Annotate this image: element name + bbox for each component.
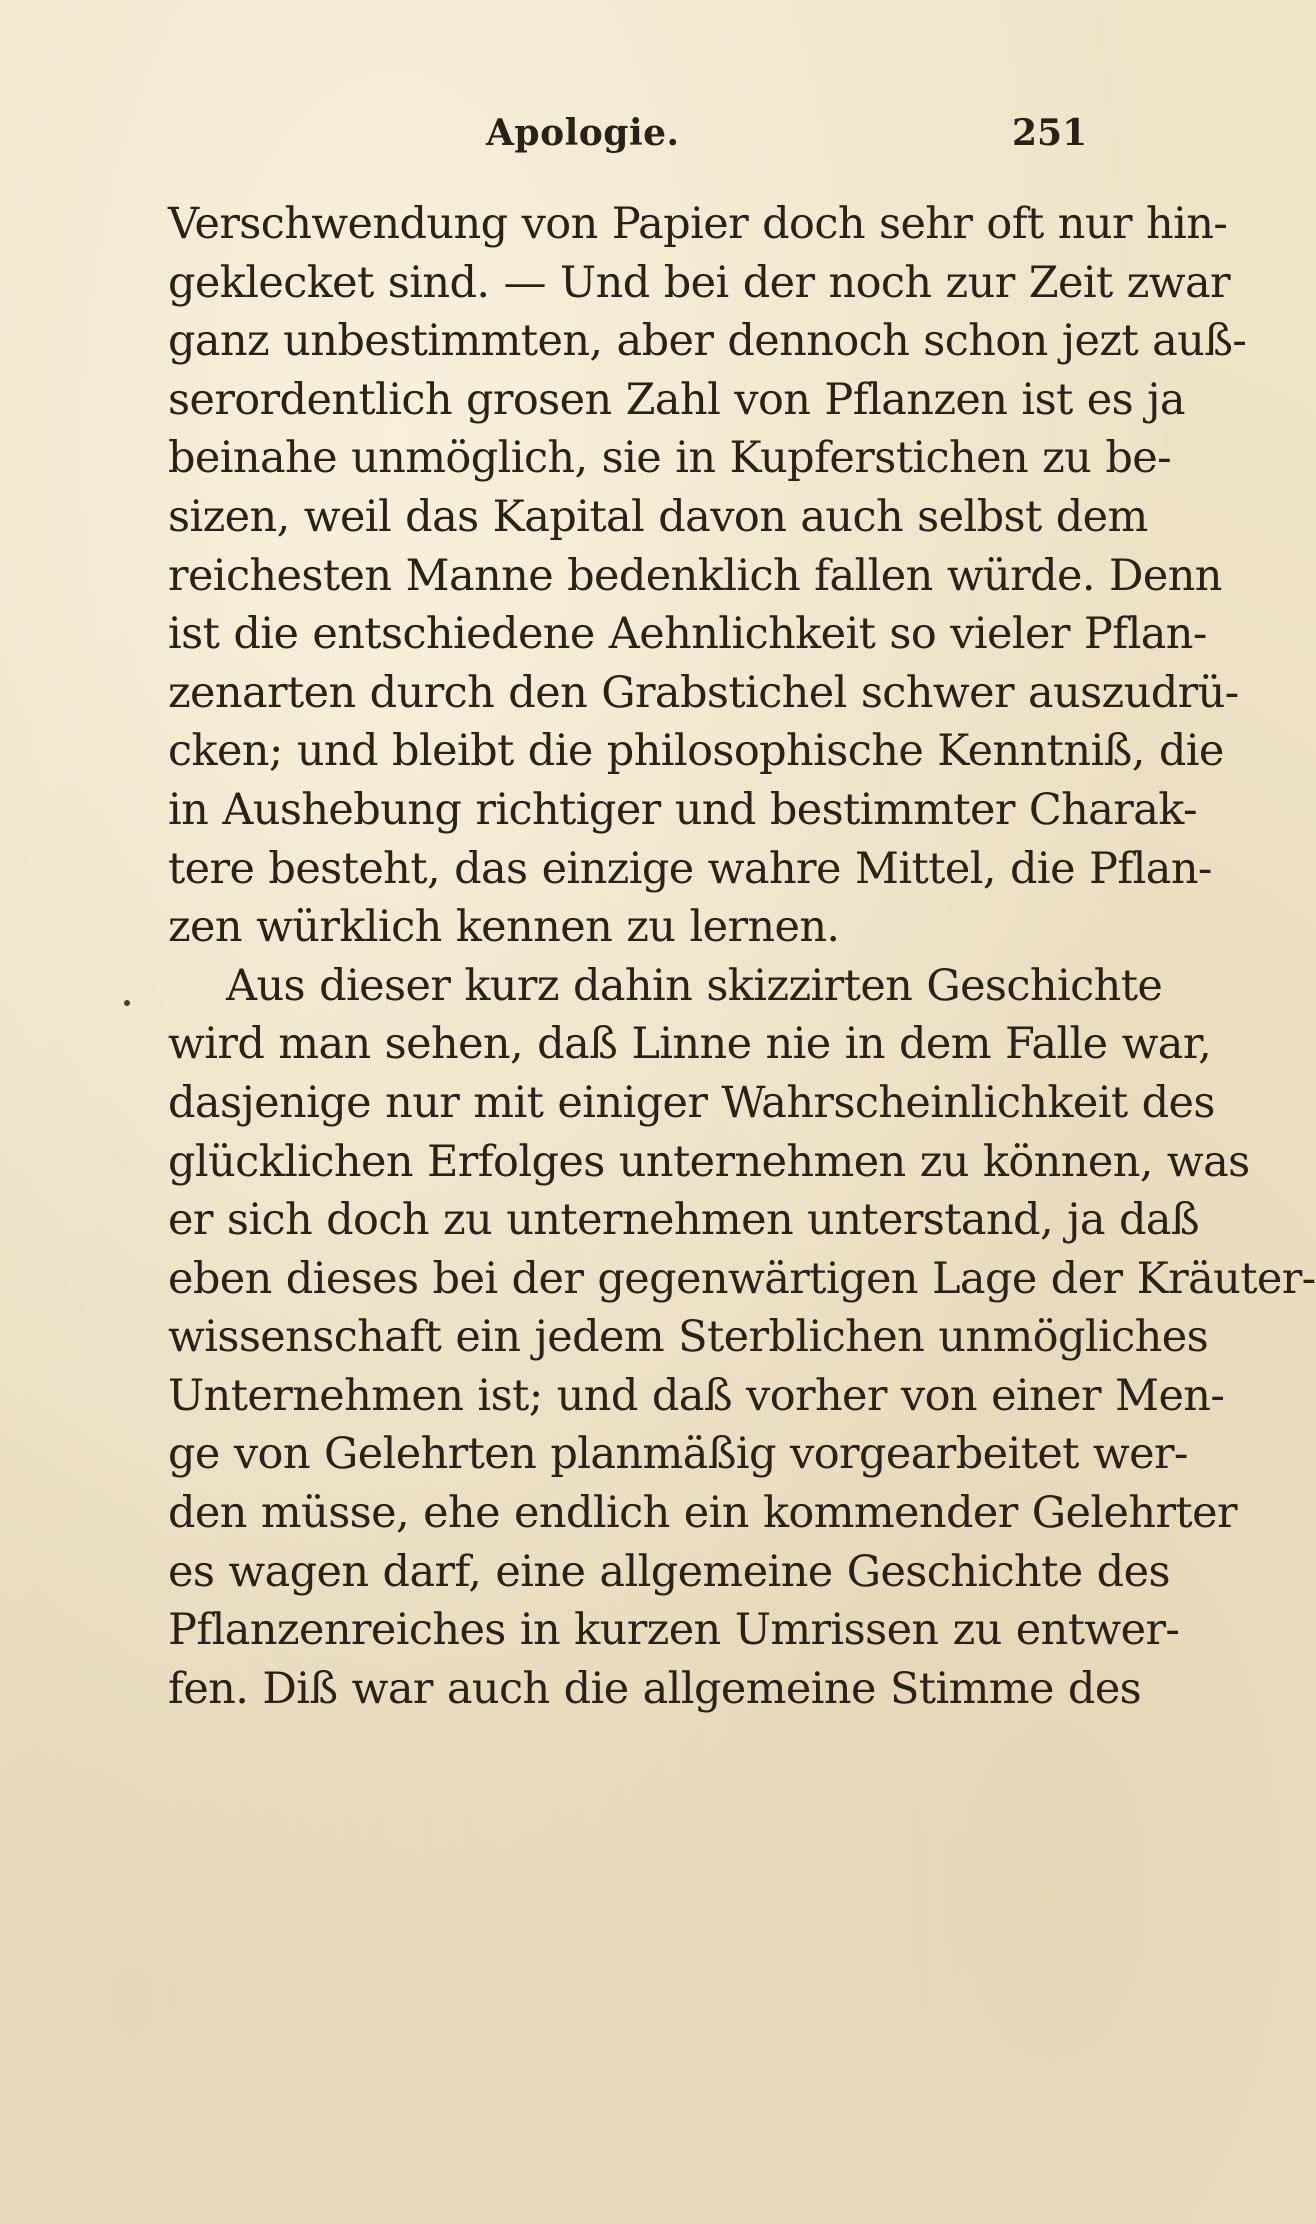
paragraph-1 [168,195,1247,957]
text-line: dasjenige nur mit einiger Wahrscheinlichkeit des [168,1077,1215,1128]
text-line: beinahe unmöglich, sie in Kupferstichen zu be- [168,433,1172,484]
text-line: er sich doch zu unternehmen unterstand, ja daß [168,1195,1200,1246]
page-header [0,112,1133,172]
text-line: cken; und bleibt die philosophische Kenntniß, die [168,726,1224,777]
text-line: glücklichen Erfolges unternehmen zu können, was [168,1136,1250,1187]
text-line: Aus dieser kurz dahin skizzirten Geschichte [226,960,1163,1011]
text-line: ganz unbestimmten, aber dennoch schon jezt auß- [168,316,1247,367]
text-line: Unternehmen ist; und daß vorher von einer Men- [168,1370,1225,1421]
body-text [168,195,1316,1718]
text-line: es wagen darf, eine allgemeine Geschichte des [168,1546,1170,1597]
text-line: Verschwendung von Papier doch sehr oft nur hin- [168,199,1228,249]
text-line: eben dieses bei der gegenwärtigen Lage der Kräuter- [168,1253,1316,1304]
text-line: serordentlich grosen Zahl von Pflanzen ist es ja [168,374,1185,425]
text-line: ist die entschiedene Aehnlichkeit so vieler Pflan- [168,609,1207,660]
text-line: fen. Diß war auch die allgemeine Stimme des [168,1663,1142,1714]
text-line: ge von Gelehrten planmäßig vorgearbeitet wer- [168,1429,1188,1480]
text-line: tere besteht, das einzige wahre Mittel, die Pflan- [168,843,1212,894]
text-line: Pflanzenreiches in kurzen Umrissen zu entwer- [168,1605,1180,1656]
paragraph-2 [168,957,1316,1719]
text-line: geklecket sind. — Und bei der noch zur Zeit zwar [168,257,1231,308]
text-line: in Aushebung richtiger und bestimmter Charak- [168,784,1197,835]
margin-dot [124,1000,130,1006]
page-number: 251 [1012,112,1088,154]
text-line: wird man sehen, daß Linne nie in dem Falle war, [168,1019,1212,1070]
text-line: zenarten durch den Grabstichel schwer auszudrü- [168,667,1239,718]
text-line: sizen, weil das Kapital davon auch selbst dem [168,491,1148,542]
text-line: wissenschaft ein jedem Sterblichen unmögliches [168,1312,1209,1363]
running-title: Apologie. [486,112,680,154]
text-line: zen würklich kennen zu lernen. [168,902,840,953]
text-line: den müsse, ehe endlich ein kommender Gelehrter [168,1488,1237,1539]
text-line: reichesten Manne bedenklich fallen würde. Denn [168,550,1222,601]
